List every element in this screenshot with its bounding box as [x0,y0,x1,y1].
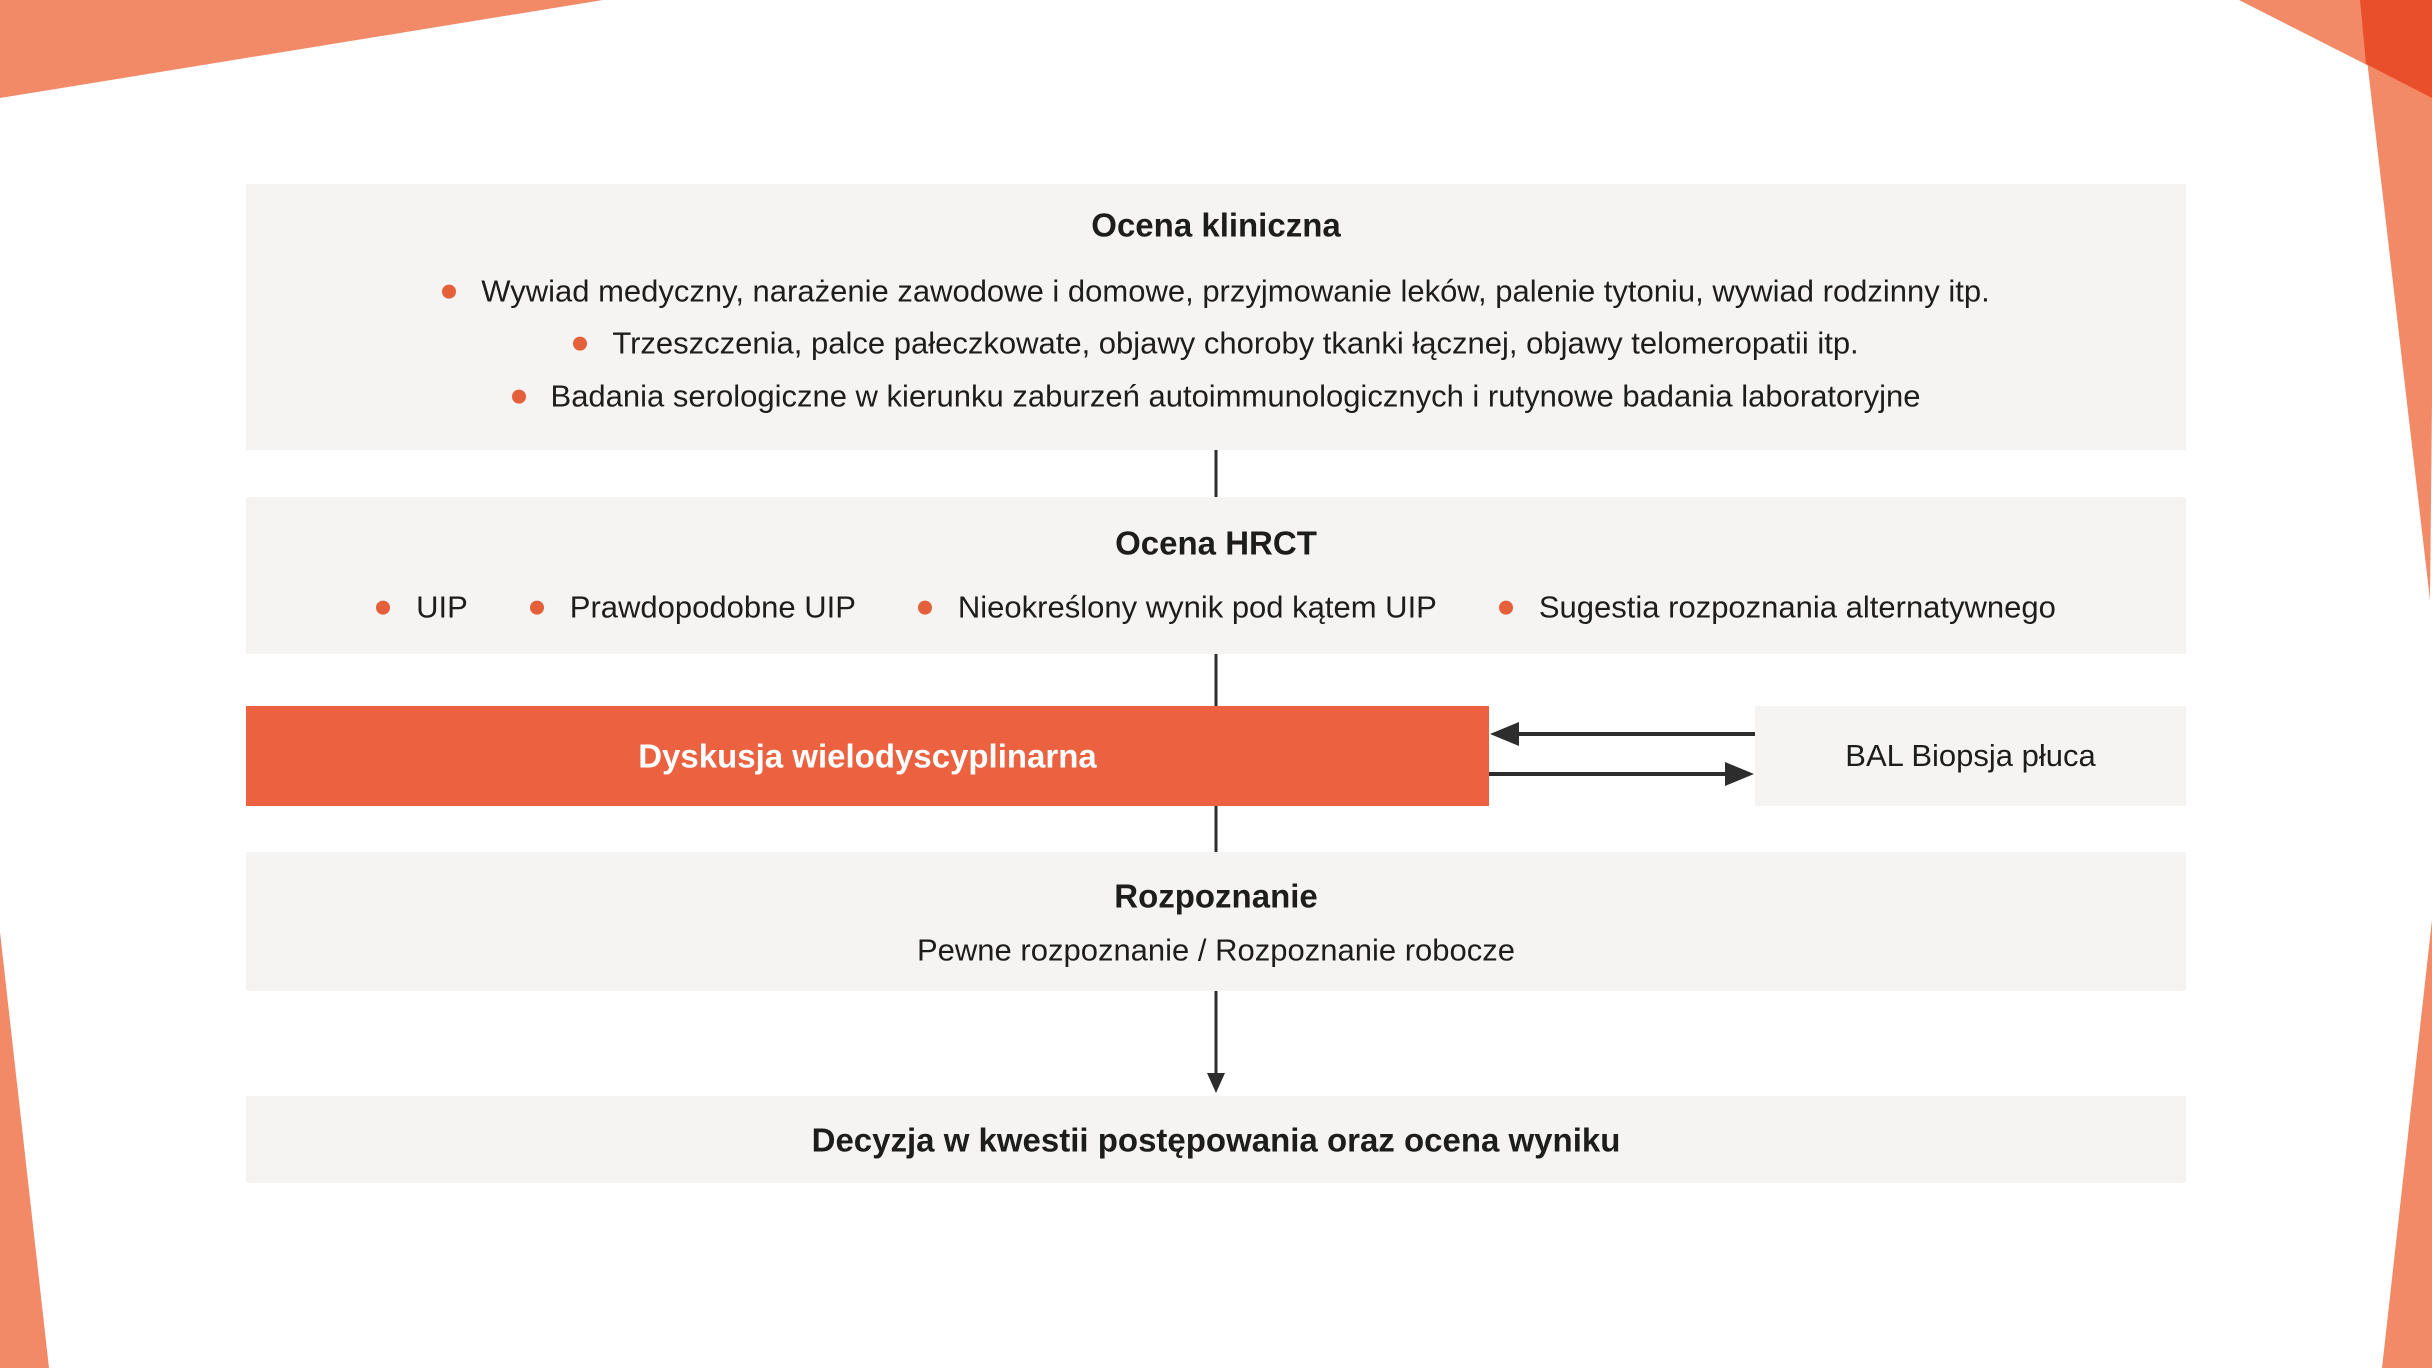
bullet-dot-icon [376,601,390,615]
hrct-option [1499,589,2056,628]
bullet-dot-icon [573,337,587,351]
diagnosis-title-text: Rozpoznanie [1114,877,1318,915]
clinical-assessment-title [246,204,2186,245]
hrct-option [918,589,1437,628]
bullet-dot-icon [530,601,544,615]
bal-biopsy-text: BAL Biopsja płuca [1845,738,2096,773]
decoration-bottom-left-wedge [0,932,49,1368]
hrct-assessment-title [246,522,2186,563]
decoration-top-right-overlap [2360,0,2432,98]
hrct-option-label: UIP [416,589,468,625]
hrct-assessment-title-text: Ocena HRCT [1115,524,1317,562]
arrowhead-left-icon [1490,722,1519,746]
decoration-bottom-right-wedge [2382,920,2432,1368]
clinical-bullet-item [246,378,2186,417]
clinical-assessment-title-text: Ocena kliniczna [1091,206,1341,244]
hrct-assessment-box [246,497,2186,654]
clinical-bullet-text: Badania serologiczne w kierunku zaburzeń autoimmunologicznych i rutynowe badania laboratoryjne [550,378,1921,414]
decoration-top-right-band [2239,0,2432,98]
clinical-bullet-item [246,273,2186,312]
decision-label [246,1119,2186,1160]
hrct-option-label: Nieokreślony wynik pod kątem UIP [957,589,1437,625]
clinical-bullet-text: Wywiad medyczny, narażenie zawodowe i domowe, przyjmowanie leków, palenie tytoniu, wywiad rodzinny itp. [481,273,1990,309]
hrct-option [376,589,468,628]
bullet-dot-icon [442,285,456,299]
hrct-option [530,589,856,628]
arrowhead-down-icon [1207,1073,1225,1093]
multidisciplinary-discussion-label [246,735,1489,776]
hrct-option-label: Prawdopodobne UIP [569,589,856,625]
hrct-options-row [246,589,2186,628]
bal-biopsy-label [1755,738,2186,774]
diagnosis-title [246,875,2186,916]
clinical-bullet-item [246,325,2186,364]
diagnosis-subtitle [246,932,2186,971]
decoration-top-right-wedge [2360,0,2432,600]
clinical-bullet-text: Trzeszczenia, palce pałeczkowate, objawy choroby tkanki łącznej, objawy telomeropatii itp. [612,325,1859,361]
decoration-top-left-triangle [0,0,603,98]
bullet-dot-icon [512,390,526,404]
bullet-dot-icon [1499,601,1513,615]
bullet-dot-icon [918,601,932,615]
multidisciplinary-discussion-text: Dyskusja wielodyscyplinarna [638,737,1097,775]
hrct-option-label: Sugestia rozpoznania alternatywnego [1538,589,2056,625]
arrowhead-right-icon [1725,762,1754,786]
decision-label-text: Decyzja w kwestii postępowania oraz ocena wyniku [811,1121,1621,1159]
diagnosis-subtitle-text: Pewne rozpoznanie / Rozpoznanie robocze [917,932,1515,968]
